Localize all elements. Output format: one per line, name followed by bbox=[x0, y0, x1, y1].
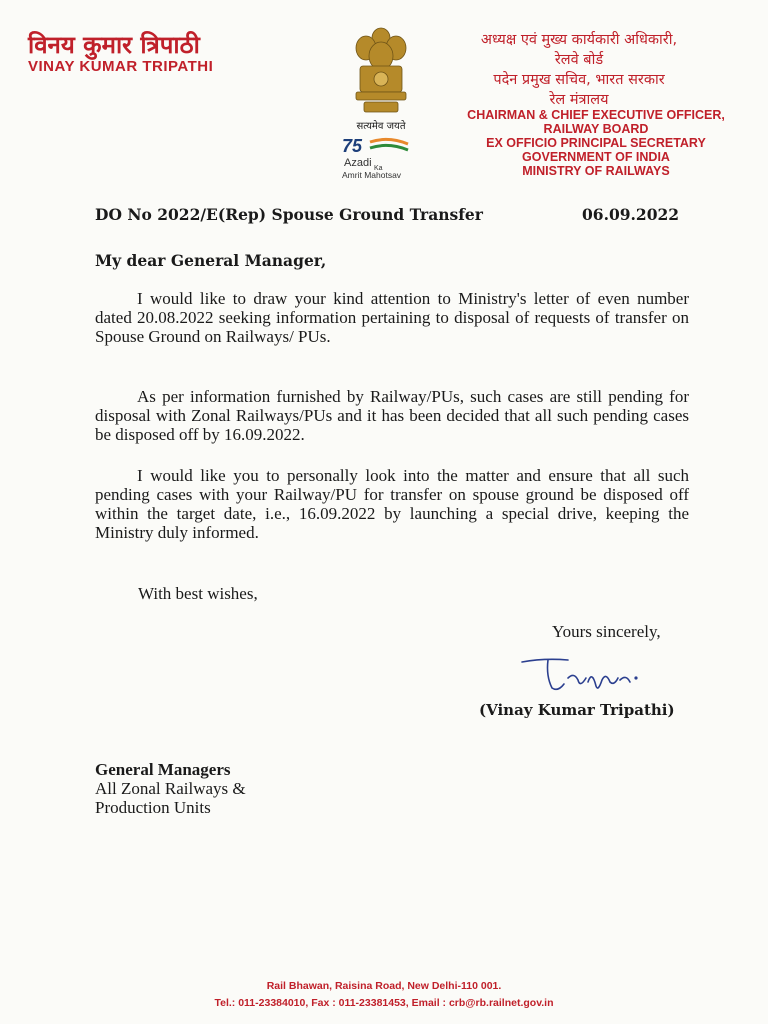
designation-english-line: GOVERNMENT OF INDIA bbox=[522, 150, 670, 164]
state-emblem-icon bbox=[346, 22, 416, 118]
designation-english-line: CHAIRMAN & CHIEF EXECUTIVE OFFICER, bbox=[467, 108, 725, 122]
designation-hindi-line: रेल मंत्रालय bbox=[549, 92, 609, 108]
sender-name-english: VINAY KUMAR TRIPATHI bbox=[28, 58, 214, 75]
closing-wishes: With best wishes, bbox=[138, 584, 258, 603]
svg-text:75: 75 bbox=[342, 136, 363, 156]
azadi-ka-amrit-mahotsav-logo bbox=[330, 132, 430, 184]
addressee-title: General Managers bbox=[95, 760, 231, 779]
azadi-line1: Azadi bbox=[344, 157, 372, 169]
handwritten-signature bbox=[518, 652, 658, 700]
azadi-ka: Ka bbox=[374, 165, 383, 172]
emblem-motto: सत्यमेव जयते bbox=[356, 121, 406, 132]
designation-hindi-line: अध्यक्ष एवं मुख्य कार्यकारी अधिकारी, bbox=[480, 32, 678, 48]
designation-english bbox=[446, 108, 746, 178]
designation-english-line: EX OFFICIO PRINCIPAL SECRETARY bbox=[486, 136, 706, 150]
footer-contact: Tel.: 011-23384010, Fax : 011-23381453, Email : crb@rb.railnet.gov.in bbox=[214, 997, 554, 1009]
sign-off: Yours sincerely, bbox=[552, 622, 661, 641]
letter-reference: DO No 2022/E(Rep) Spouse Ground Transfer bbox=[95, 205, 483, 224]
signatory-name: (Vinay Kumar Tripathi) bbox=[479, 701, 675, 719]
addressee-block bbox=[95, 760, 246, 817]
footer-address: Rail Bhawan, Raisina Road, New Delhi-110 001. bbox=[266, 980, 502, 992]
body-paragraph-1: I would like to draw your kind attention to Ministry's letter of even number dated 20.08.2022 seeking information pertaining to disposal of requests of transfer on Spouse Ground on Railways/ PUs. bbox=[95, 289, 689, 346]
addressee-line: Production Units bbox=[95, 798, 211, 817]
body-paragraph-2: As per information furnished by Railway/PUs, such cases are still pending for disposal with Zonal Railways/PUs and it has been decided that all such pending cases be disposed off by 16.09.2022. bbox=[95, 387, 689, 444]
salutation: My dear General Manager, bbox=[95, 251, 327, 270]
footer bbox=[0, 978, 768, 1012]
body-paragraph-3: I would like you to personally look into the matter and ensure that all such pending cases with your Railway/PU for transfer on spouse ground be disposed off within the target date, i.e., 16.09.2022 by launching a special drive, keeping the Ministry duly informed. bbox=[95, 466, 689, 542]
designation-hindi-line: रेलवे बोर्ड bbox=[554, 52, 604, 68]
sender-name-hindi: विनय कुमार त्रिपाठी bbox=[28, 31, 200, 59]
letter-date: 06.09.2022 bbox=[582, 205, 680, 224]
designation-hindi bbox=[434, 30, 724, 110]
designation-english-line: MINISTRY OF RAILWAYS bbox=[522, 164, 670, 178]
addressee-line: All Zonal Railways & bbox=[95, 779, 246, 798]
designation-english-line: RAILWAY BOARD bbox=[543, 122, 649, 136]
azadi-line2: Amrit Mahotsav bbox=[342, 170, 402, 180]
designation-hindi-line: पदेन प्रमुख सचिव, भारत सरकार bbox=[493, 72, 665, 88]
